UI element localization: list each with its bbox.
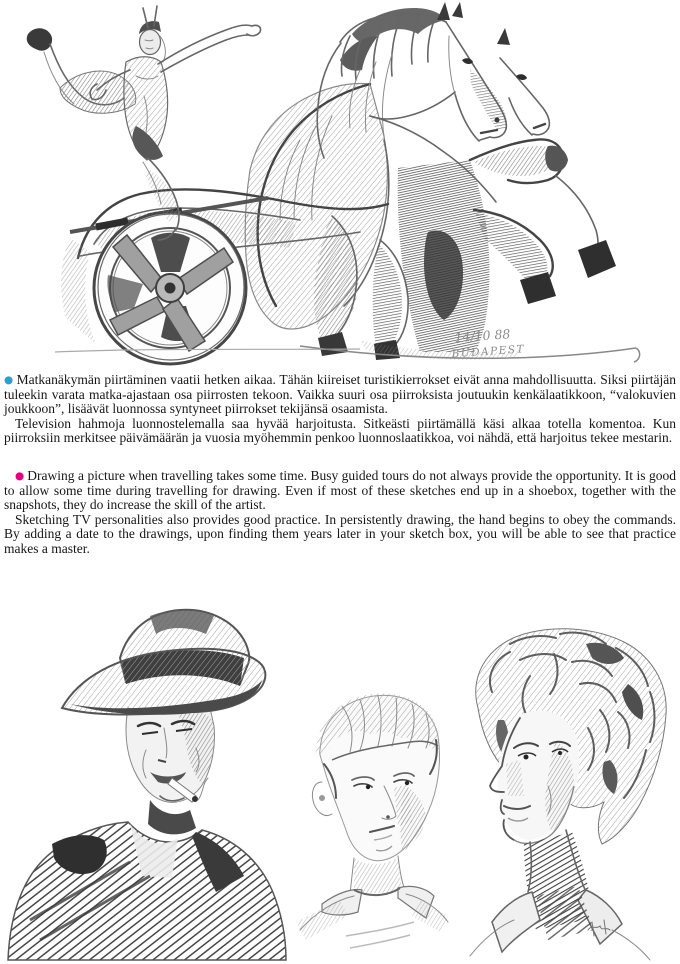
sketch-caption (449, 325, 525, 360)
body-paragraph: ● Drawing a picture when travelling takes some time. Busy guided tours do not always provide the opportunity. It is good to allow some time during travelling for drawing. Even if most of these sketches end up in a shoebox, together with the snapshots, they do increase the skill of the artist. (4, 468, 676, 513)
shadow-mass (398, 160, 490, 352)
sketch-caption-date: 14/10 88 (453, 326, 511, 346)
portrait-sketches (0, 600, 680, 964)
paragraph-finnish (4, 373, 676, 446)
body-paragraph: Television hahmoja luonnostelemalla saa hyvää harjoitusta. Sitkeästi piirtämällä käsi alkaa totella komentoa. Kun piirroksiin merkitsee päivämäärän ja vuosia myöhemmin penkoo luonnoslaatikkoa, voi nähdä, että harjoitus tekee mestarin. (4, 415, 676, 446)
portrait-man-fedora (8, 610, 286, 960)
wavy-neck-collar (470, 830, 650, 960)
coat (8, 800, 286, 960)
bullet-icon: ● (4, 374, 14, 386)
man-face (126, 708, 215, 802)
bullet-icon: ● (15, 470, 25, 482)
paragraph-english (4, 469, 676, 556)
horse-mane (340, 8, 446, 80)
fedora-hat (62, 610, 265, 715)
chariot-sketch (0, 0, 680, 370)
body-paragraph: ● Matkanäkymän piirtäminen vaatii hetken aikaa. Tähän kiireiset turistikierrokset eivät anna mahdollisuutta. Siksi piirtäjän tuleekin varata matka-ajastaan osa piirrosten tekoon. Vaikka suuri osa piirroksista joutuukin kenkälaatikkoon, “valokuvien joukkoon”, lisäävät luonnossa syntyneet piirrokset tekijänsä osaamista. (4, 372, 676, 417)
chariot-wheel (94, 212, 246, 364)
portrait-boy (296, 693, 448, 948)
sketch-caption-place: BUDAPEST (451, 343, 526, 361)
boy-collar (296, 856, 448, 948)
body-paragraph: Sketching TV personalities also provides good practice. In persistently drawing, the hand begins to obey the commands. By adding a date to the drawings, upon finding them years later in your sketch box, you will be able to see that practice makes a master. (4, 511, 676, 556)
portrait-wavy-hair (470, 629, 666, 960)
